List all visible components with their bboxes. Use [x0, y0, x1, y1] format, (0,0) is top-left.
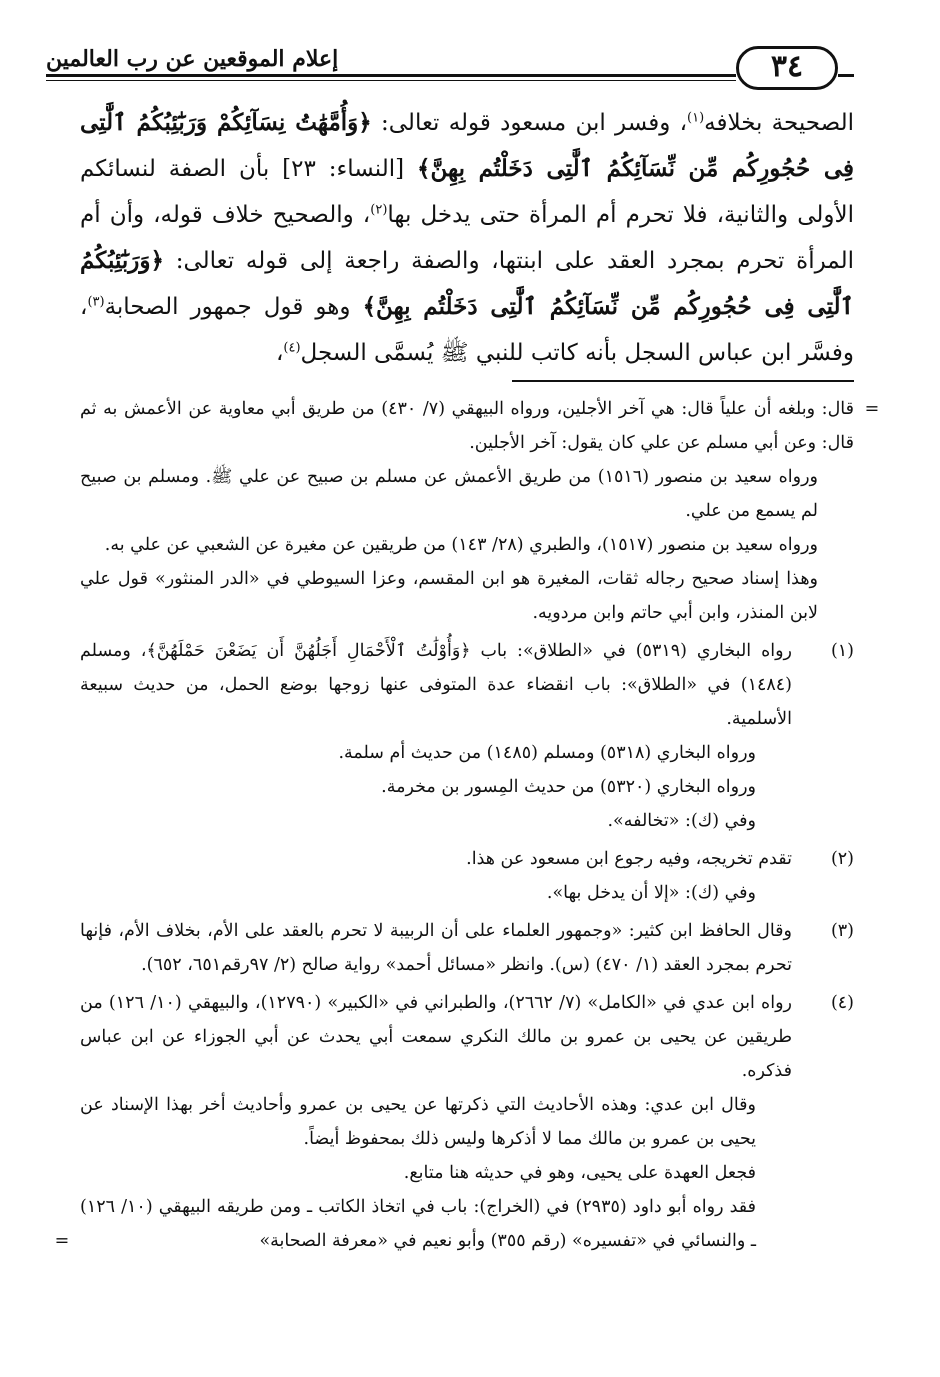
- header-rule: [46, 74, 736, 77]
- footnote-marker: (٣): [830, 921, 854, 941]
- footnote-marker: (٤): [830, 993, 854, 1013]
- footnote-ref: (١): [687, 110, 705, 126]
- quran-verse: ﴿وَرَبَٰٓئِبُكُمُ ٱلَّٰتِى فِى حُجُورِكُم مِّن نِّسَآئِكُمُ ٱلَّٰتِى دَخَلْتُم بِهِنَّ﴾: [80, 247, 854, 320]
- footnote-line: تقدم تخريجه، وفيه رجوع ابن مسعود عن هذا.: [466, 849, 792, 869]
- main-text: [80, 100, 854, 376]
- footnote-marker: (١): [830, 641, 854, 661]
- footnote-line: رواه ابن عدي في «الكامل» (٧/ ٢٦٦٢)، والطبراني في «الكبير» (١٢٧٩٠)، والبيهقي (١٠/ ١٢٦) من طريقين عن يحيى بن عمرو بن مالك النكري سمعت أبي يحدث عن أبي الجوزاء عن ابن عباس فذكره.: [80, 993, 792, 1081]
- footnote-line: ورواه سعيد بن منصور (١٥١٧)، والطبري (٢٨/ ١٤٣) من طريقين عن مغيرة عن الشعبي عن علي به.: [104, 535, 818, 555]
- page-header: [46, 42, 854, 94]
- running-title: إعلام الموقعين عن رب العالمين: [46, 46, 339, 72]
- footnote-line: وقال ابن عدي: وهذه الأحاديث التي ذكرتها عن يحيى بن عمرو وأحاديث أخر بهذا الإسناد عن يحيى بن عمرو بن مالك مما لا أذكرها وليس ذلك بمحفوظ أيضاً.: [80, 1095, 756, 1149]
- text-run: ، والصحيح خلاف قوله، وأن أم المرأة تحرم بمجرد العقد على ابنتها، والصفة راجعة إلى قوله تعالى:: [80, 202, 854, 274]
- text-run: وهو قول جمهور الصحابة: [104, 294, 363, 320]
- main-paragraph: [80, 100, 854, 376]
- footnote-ref: (٣): [87, 294, 105, 310]
- footnote-line: ورواه سعيد بن منصور (١٥١٦) من طريق الأعمش عن مسلم بن صبيح عن علي ﷺ. ومسلم بن صبيح لم يسمع من علي.: [80, 467, 818, 521]
- footnote-line: فقد رواه أبو داود (٢٩٣٥) في (الخراج): باب في اتخاذ الكاتب ـ ومن طريقه البيهقي (١٠/ ١٢٦) ـ والنسائي في «تفسيره» (رقم ٣٥٥) وأبو نعيم في «معرفة الصحابة»: [80, 1197, 756, 1251]
- footnote-line: وفي (ك): «إلا أن يدخل بها».: [546, 883, 756, 903]
- footnote-3: [80, 914, 854, 982]
- footnote-line: وقال الحافظ ابن كثير: «وجمهور العلماء على أن الربيبة لا تحرم بالعقد على الأم، بخلاف الأم، فإنها تحرم بمجرد العقد (١/ ٤٧٠) (س). وانظر «مسائل أحمد» رواية صالح (٢/ ٩٧رقم٦٥١، ٦٥٢).: [80, 921, 792, 975]
- footnote-continuation: [80, 392, 880, 630]
- footnote-line: ورواه البخاري (٥٣١٨) ومسلم (١٤٨٥) من حديث أم سلمة.: [338, 743, 756, 763]
- footnote-2: [80, 842, 854, 910]
- text-run: [النساء: ٢٣] بأن الصفة لنسائكم الأولى والثانية، فلا تحرم أم المرأة حتى يدخل بها: [80, 156, 854, 228]
- footnote-line: فجعل العهدة على يحيى، وهو في حديثه هنا متابع.: [403, 1163, 756, 1183]
- header-rule-right: [838, 74, 854, 77]
- footnote-line: وفي (ك): «تخالفه».: [607, 811, 756, 831]
- page-number: ٣٤: [736, 46, 838, 90]
- continuation-marker: =: [54, 1231, 70, 1251]
- footnote-ref: (٤): [283, 340, 301, 356]
- text-run: ،: [275, 340, 284, 366]
- continuation-marker: =: [864, 399, 880, 419]
- footnote-separator: [512, 380, 854, 382]
- text-run: ، وفسَّر ابن عباس السجل بأنه كاتب للنبي ﷺ يُسمَّى السجل: [80, 294, 854, 366]
- text-run: الصحيحة بخلافه: [704, 110, 854, 136]
- footnote-marker: (٢): [830, 849, 854, 869]
- header-rule-thin: [46, 80, 736, 81]
- footnote-line: وهذا إسناد صحيح رجاله ثقات، المغيرة هو ابن المقسم، وعزا السيوطي في «الدر المنثور» قول علي لابن المنذر، وابن أبي حاتم وابن مردويه.: [80, 569, 818, 623]
- footnote-line: قال: وبلغه أن علياً قال: هي آخر الأجلين، ورواه البيهقي (٧/ ٤٣٠) من طريق أبي معاوية عن الأعمش به ثم قال: وعن أبي مسلم عن علي كان يقول: آخر الأجلين.: [80, 399, 854, 453]
- footnote-line: ورواه البخاري (٥٣٢٠) من حديث المِسور بن مخرمة.: [381, 777, 756, 797]
- footnote-line: رواه البخاري (٥٣١٩) في «الطلاق»: باب ﴿وَأُوْلَٰتُ ٱلْأَحْمَالِ أَجَلُهُنَّ أَن يَضَعْنَ حَمْلَهُنَّ﴾، ومسلم (١٤٨٤) في «الطلاق»: باب انقضاء عدة المتوفى عنها زوجها بوضع الحمل، من حديث سبيعة الأسلمية.: [80, 641, 793, 729]
- footnote-1: [80, 634, 854, 838]
- footnote-4: [54, 986, 854, 1258]
- text-run: ، وفسر ابن مسعود قوله تعالى:: [371, 110, 687, 136]
- footnotes: [54, 392, 880, 1262]
- quran-verse: ﴿وَأُمَّهَٰتُ نِسَآئِكُمْ وَرَبَٰٓئِبُكُمُ ٱلَّٰتِى فِى حُجُورِكُم مِّن نِّسَآئِكُمُ ٱلَّٰتِى دَخَلْتُم بِهِنَّ﴾: [80, 109, 854, 182]
- footnote-ref: (٢): [370, 202, 388, 218]
